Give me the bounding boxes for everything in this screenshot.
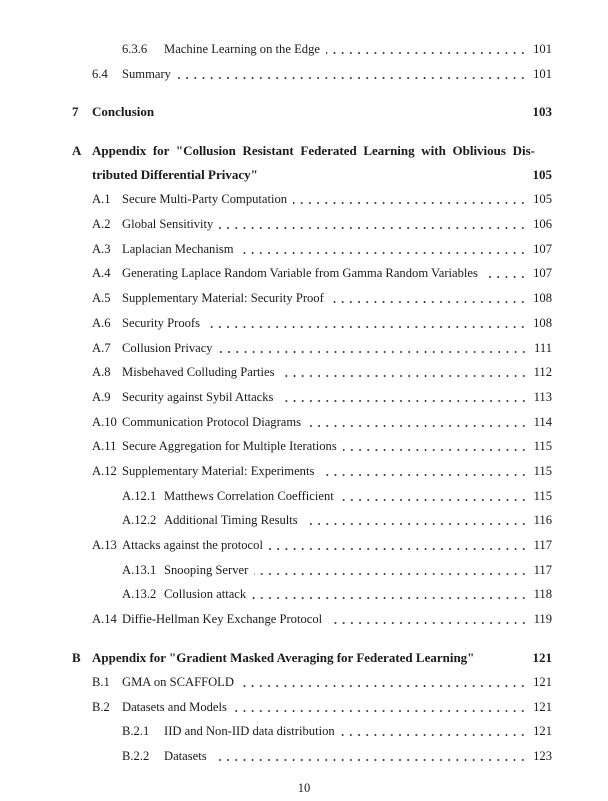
toc-entry-number: A.13.1 [122,563,157,577]
toc-entry-title: Appendix for "Collusion Resistant Federated Learning with Oblivious Dis- [92,143,535,158]
toc-entry-number: B.2.1 [122,724,150,738]
toc-entry-title: Security against Sybil Attacks [122,390,274,404]
toc-entry-title: Security Proofs [122,316,201,330]
toc-entry-title: Global Sensitivity [122,217,214,231]
dot-leader [219,215,529,233]
dot-leader [252,585,530,603]
toc-entry-title: Laplacian Mechanism [122,242,234,256]
toc-entry[interactable] [0,673,608,691]
toc-entry-title: Machine Learning on the Edge [164,42,320,56]
dot-leader [233,698,529,716]
toc-entry[interactable] [0,388,608,406]
toc-entry[interactable] [0,40,608,58]
toc-entry-number: 6.3.6 [122,42,148,56]
toc-entry-number: A.5 [92,291,111,305]
toc-entry[interactable] [0,585,608,603]
toc-entry-title: Conclusion [92,104,155,119]
toc-entry-page: 114 [533,415,552,429]
dot-leader [279,388,530,406]
toc-entry[interactable] [0,649,608,667]
dot-leader [320,462,530,480]
dot-leader [293,190,529,208]
toc-entry[interactable] [0,698,608,716]
toc-entry[interactable] [0,561,608,579]
toc-entry-page: 121 [533,724,552,738]
toc-entry-title: Datasets and Models [122,700,227,714]
toc-entry-number: A.13.2 [122,587,157,601]
toc-entry-number: A.6 [92,316,111,330]
toc-entry-number: 7 [72,104,79,119]
toc-entry-number: A.10 [92,415,117,429]
dot-leader [330,289,529,307]
toc-entry[interactable] [0,339,608,357]
toc-entry-page: 101 [533,42,552,56]
toc-entry-title: Secure Multi-Party Computation [122,192,288,206]
toc-entry-number: A.11 [92,439,117,453]
dot-leader [240,673,529,691]
toc-entry-page: 112 [533,365,552,379]
toc-entry-page: 108 [533,316,552,330]
dot-leader [177,65,529,83]
toc-entry-number: A.12.2 [122,513,157,527]
toc-entry-page: 108 [533,291,552,305]
toc-entry-page: 107 [533,242,552,256]
dot-leader [304,511,530,529]
dot-leader [326,40,529,58]
dot-leader [484,264,529,282]
toc-entry-title: Attacks against the protocol [122,538,263,552]
toc-entry-number: B [72,650,81,665]
toc-entry-page: 119 [533,612,552,626]
toc-entry[interactable] [0,610,608,628]
toc-entry-number: A.1 [92,192,111,206]
toc-entry-page: 117 [533,538,552,552]
toc-entry-title: Diffie-Hellman Key Exchange Protocol [122,612,323,626]
toc-entry-continuation [0,166,608,184]
toc-entry-page: 105 [532,167,552,182]
toc-entry-title: Appendix for "Gradient Masked Averaging for Federated Learning" [92,650,475,665]
toc-entry-number: A.12 [92,464,117,478]
toc-entry-title: Supplementary Material: Experiments [122,464,315,478]
toc-entry-title: Secure Aggregation for Multiple Iterations [122,439,337,453]
toc-entry-number: A.2 [92,217,111,231]
toc-entry-page: 105 [533,192,552,206]
toc-entry-number: B.1 [92,675,110,689]
toc-entry[interactable] [0,363,608,381]
toc-entry-title: Collusion Privacy [122,341,213,355]
toc-entry-page: 106 [533,217,552,231]
dot-leader [343,437,530,455]
toc-entry-title: Summary [122,67,171,81]
page-number: 10 [297,781,311,795]
dot-leader [213,747,529,765]
toc-entry-number: A.7 [92,341,111,355]
toc-entry[interactable] [0,289,608,307]
toc-entry[interactable] [0,65,608,83]
toc-entry-title: Datasets [164,749,207,763]
toc-entry-title: Supplementary Material: Security Proof [122,291,324,305]
toc-entry-number: B.2.2 [122,749,150,763]
toc-entry-page: 113 [533,390,552,404]
toc-entry-title: Communication Protocol Diagrams [122,415,302,429]
toc-entry-number: A.13 [92,538,117,552]
toc-entry-page: 118 [533,587,552,601]
toc-entry[interactable] [0,437,608,455]
toc-entry-title: IID and Non-IID data distribution [164,724,335,738]
toc-entry-number: A.8 [92,365,111,379]
toc-entry-number: A.4 [92,266,111,280]
toc-entry-page: 117 [533,563,552,577]
toc-entry-number: A.14 [92,612,117,626]
dot-leader [281,363,530,381]
dot-leader [240,240,529,258]
dot-leader [328,610,530,628]
toc-entry-title-cont: tributed Differential Privacy" [92,167,258,182]
toc-entry[interactable] [0,264,608,282]
toc-entry[interactable] [0,536,608,554]
toc-entry[interactable] [0,487,608,505]
toc-entry-page: 115 [533,489,552,503]
toc-entry[interactable] [0,511,608,529]
toc-entry[interactable] [0,462,608,480]
toc-entry[interactable] [0,747,608,765]
toc-entry[interactable] [0,722,608,740]
toc-entry-page: 107 [533,266,552,280]
toc-entry-title: Misbehaved Colluding Parties [122,365,275,379]
toc-entry-number: A.12.1 [122,489,157,503]
toc-entry-title: Snooping Server [164,563,249,577]
dot-leader [269,536,530,554]
toc-entry-title: Additional Timing Results [164,513,298,527]
dot-leader [341,722,529,740]
toc-entry-page: 121 [533,700,552,714]
toc-entry-title: Generating Laplace Random Variable from Gamma Random Variables [122,266,478,280]
toc-entry-page: 116 [533,513,552,527]
toc-entry[interactable] [0,240,608,258]
dot-leader [307,413,530,431]
toc-entry[interactable] [0,142,608,160]
toc-entry-page: 101 [533,67,552,81]
dot-leader [254,561,530,579]
toc-entry-title: Collusion attack [164,587,247,601]
dot-leader [340,487,530,505]
toc-entry-page: 111 [534,341,552,355]
toc-entry-number: A [72,143,82,158]
toc-entry[interactable] [0,215,608,233]
dot-leader [219,339,530,357]
toc-entry-page: 103 [532,104,552,119]
dot-leader [206,314,529,332]
toc-entry[interactable] [0,413,608,431]
toc-entry-number: A.3 [92,242,111,256]
toc-entry[interactable] [0,314,608,332]
toc-entry-title: Matthews Correlation Coefficient [164,489,334,503]
toc-entry-title: GMA on SCAFFOLD [122,675,234,689]
toc-entry-page: 123 [533,749,552,763]
toc-entry-number: A.9 [92,390,111,404]
toc-entry-page: 115 [533,464,552,478]
toc-entry-number: 6.4 [92,67,108,81]
toc-entry[interactable] [0,190,608,208]
toc-entry-page: 121 [533,675,552,689]
toc-entry-number: B.2 [92,700,110,714]
toc-entry-page: 121 [532,650,552,665]
toc-entry[interactable] [0,103,608,121]
toc-entry-page: 115 [533,439,552,453]
